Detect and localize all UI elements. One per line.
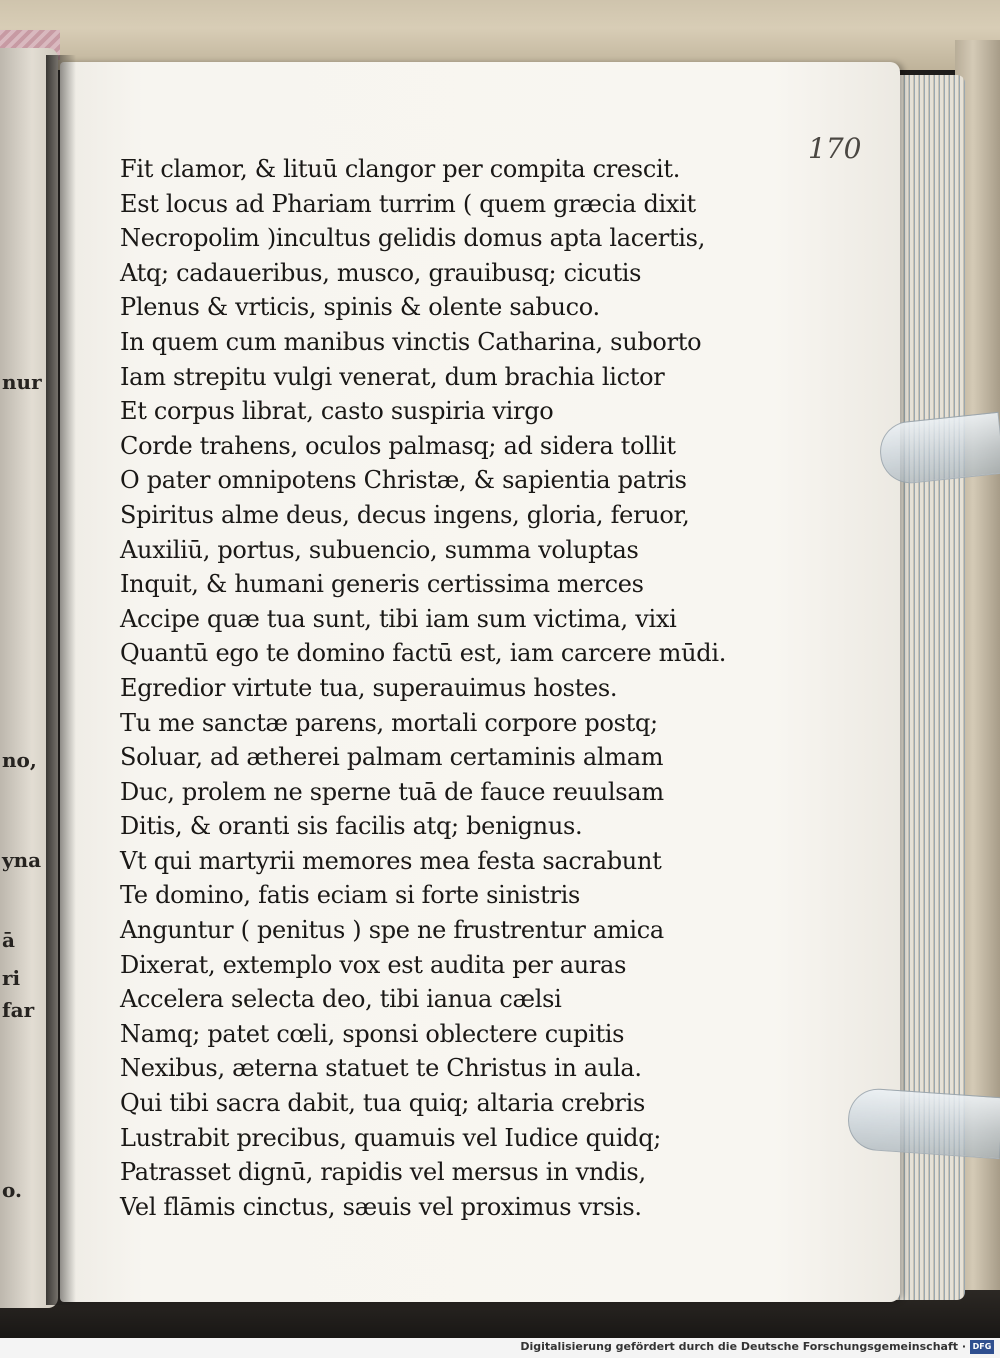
- text-line: Lustrabit precibus, quamuis vel Iudice quidq;: [120, 1123, 662, 1152]
- text-line: Vel flāmis cinctus, sæuis vel proximus vrsis.: [120, 1192, 642, 1221]
- text-line: Te domino, fatis eciam si forte sinistris: [120, 881, 581, 910]
- text-line: Anguntur ( penitus ) spe ne frustrentur amica: [120, 916, 664, 945]
- dfg-logo: DFG: [970, 1340, 994, 1354]
- text-line: Accelera selecta deo, tibi ianua cælsi: [120, 985, 562, 1014]
- text-line: Patrasset dignū, rapidis vel mersus in vndis,: [120, 1158, 646, 1187]
- text-line: Accipe quæ tua sunt, tibi iam sum victima, vixi: [120, 604, 677, 633]
- text-line: In quem cum manibus vinctis Catharina, suborto: [120, 327, 702, 356]
- text-line: Corde trahens, oculos palmasq; ad sidera tollit: [120, 431, 676, 460]
- text-line: Inquit, & humani generis certissima merces: [120, 570, 644, 599]
- verso-fragment: nur: [2, 370, 42, 394]
- footer-bar: [0, 1338, 1000, 1358]
- book-clip-bottom: [846, 1087, 1000, 1160]
- verso-fragment: far: [2, 998, 35, 1022]
- text-line: Quantū ego te domino factū est, iam carcere mūdi.: [120, 639, 727, 668]
- verso-fragment: no,: [2, 748, 37, 772]
- text-line: Et corpus librat, casto suspiria virgo: [120, 397, 554, 426]
- text-line: Namq; patet cœli, sponsi oblectere cupitis: [120, 1019, 625, 1048]
- text-line: Iam strepitu vulgi venerat, dum brachia lictor: [120, 362, 665, 391]
- text-line: Atq; cadaueribus, musco, grauibusq; cicutis: [120, 258, 642, 287]
- text-line: Vt qui martyrii memores mea festa sacrabunt: [120, 846, 662, 875]
- verso-fragment: ri: [2, 966, 21, 990]
- funding-credit: Digitalisierung gefördert durch die Deutsche Forschungsgemeinschaft ·: [520, 1340, 966, 1353]
- text-line: Duc, prolem ne sperne tuā de fauce reuulsam: [120, 777, 664, 806]
- binding-board-top: [0, 0, 1000, 70]
- verso-fragment: o.: [2, 1178, 22, 1202]
- text-line: O pater omnipotens Christæ, & sapientia patris: [120, 466, 687, 495]
- text-line: Soluar, ad ætherei palmam certaminis almam: [120, 743, 664, 772]
- verso-fragment: yna: [2, 848, 42, 872]
- text-line: Spiritus alme deus, decus ingens, gloria, feruor,: [120, 500, 690, 529]
- text-line: Dixerat, extemplo vox est audita per auras: [120, 950, 627, 979]
- verso-fragment: ā: [2, 928, 15, 952]
- text-line: Egredior virtute tua, superauimus hostes.: [120, 673, 618, 702]
- text-line: Fit clamor, & lituū clangor per compita crescit.: [120, 155, 681, 183]
- text-line: Qui tibi sacra dabit, tua quiq; altaria crebris: [120, 1089, 645, 1118]
- text-line: Tu me sanctæ parens, mortali corpore postq;: [120, 708, 658, 737]
- text-line: Est locus ad Phariam turrim ( quem græcia dixit: [120, 189, 696, 218]
- text-line: Ditis, & oranti sis facilis atq; benignus.: [120, 812, 583, 841]
- text-line: Plenus & vrticis, spinis & olente sabuco.: [120, 293, 600, 322]
- gutter-shadow: [46, 55, 76, 1305]
- folio-number: 170: [808, 132, 862, 165]
- text-line: Necropolim )incultus gelidis domus apta lacertis,: [120, 224, 706, 253]
- text-block: [120, 152, 860, 1224]
- text-line: Nexibus, æterna statuet te Christus in aula.: [120, 1054, 642, 1083]
- text-line: Auxiliū, portus, subuencio, summa voluptas: [120, 535, 639, 564]
